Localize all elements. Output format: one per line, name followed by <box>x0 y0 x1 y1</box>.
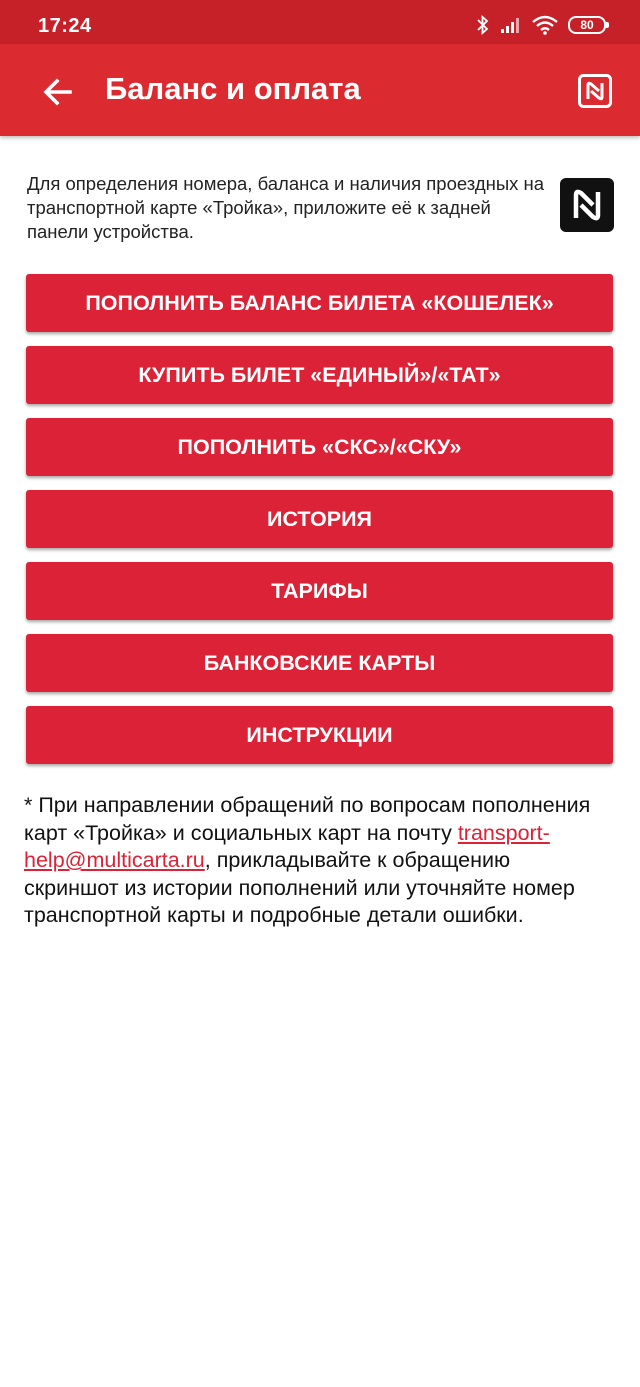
nfc-icon <box>560 178 614 232</box>
battery-indicator <box>568 16 606 34</box>
status-bar <box>0 0 640 44</box>
bluetooth-icon <box>476 14 490 36</box>
signal-icon <box>500 16 522 34</box>
wifi-icon <box>532 15 558 35</box>
app-bar <box>0 44 640 136</box>
status-time: 17:24 <box>38 15 92 37</box>
note-text-before: * При направлении обращений по вопросам пополнения карт «Тройка» и социальных карт на почту <box>24 793 591 845</box>
history-button[interactable]: ИСТОРИЯ <box>26 490 613 548</box>
support-email-link[interactable]: transport-help@multicarta.ru <box>24 820 550 872</box>
buy-ticket-button[interactable]: КУПИТЬ БИЛЕТ «ЕДИНЫЙ»/«ТАТ» <box>26 346 613 404</box>
instructions-button[interactable]: ИНСТРУКЦИИ <box>26 706 613 764</box>
support-note <box>24 792 604 930</box>
arrow-left-icon[interactable] <box>38 72 78 112</box>
note-text-after: , прикладывайте к обращению скриншот из истории пополнений или уточняйте номер транспортной карты и подробные детали ошибки. <box>24 848 575 927</box>
action-buttons <box>26 274 613 778</box>
top-up-wallet-button[interactable]: ПОПОЛНИТЬ БАЛАНС БИЛЕТА «КОШЕЛЕК» <box>26 274 613 332</box>
tariffs-button[interactable]: ТАРИФЫ <box>26 562 613 620</box>
page-title: Баланс и оплата <box>105 71 361 106</box>
status-icons <box>476 14 606 36</box>
top-up-social-card-button[interactable]: ПОПОЛНИТЬ «СКС»/«СКУ» <box>26 418 613 476</box>
bank-cards-button[interactable]: БАНКОВСКИЕ КАРТЫ <box>26 634 613 692</box>
battery-level: 80 <box>580 18 594 32</box>
intro-text: Для определения номера, баланса и наличия проездных на транспортной карте «Тройка», приложите её к задней панели устройства. <box>27 173 545 242</box>
nfc-icon[interactable] <box>578 74 612 108</box>
